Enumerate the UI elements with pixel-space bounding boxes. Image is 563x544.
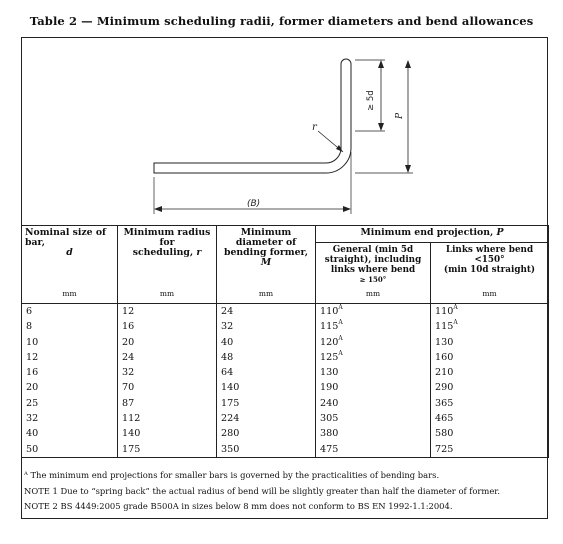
cell-general-value: 190 xyxy=(320,382,339,394)
cell-d xyxy=(22,304,118,320)
footnote-marker: A xyxy=(338,319,343,327)
unit-cell: mm xyxy=(316,285,431,304)
unit-cell: mm xyxy=(431,285,549,304)
footnote-marker: A xyxy=(453,304,458,311)
cell-general xyxy=(316,350,431,365)
table-row xyxy=(22,319,549,334)
cell-d xyxy=(22,442,118,458)
cell-general xyxy=(316,304,431,320)
note-2: NOTE 2 BS 4449:2005 grade B500A in sizes below 8 mm does not conform to BS EN 1992-1.1:2004. xyxy=(24,501,453,512)
table-row xyxy=(22,426,549,441)
dim-b-arrow-right xyxy=(343,206,351,212)
cell-d xyxy=(22,411,118,426)
header-row xyxy=(22,226,549,243)
dim-5d-arrow-bottom xyxy=(378,123,384,131)
cell-d xyxy=(22,319,118,334)
cell-links xyxy=(431,304,549,320)
cell-d-value: 6 xyxy=(26,306,33,317)
data-rows xyxy=(22,304,549,458)
table-row xyxy=(22,442,549,458)
cell-r xyxy=(118,350,217,365)
cell-d-value: 8 xyxy=(26,321,33,333)
table-row xyxy=(22,380,549,395)
cell-links-value: 115 xyxy=(435,321,454,333)
cell-d xyxy=(22,350,118,365)
cell-r-value: 175 xyxy=(122,443,141,455)
cell-r xyxy=(118,365,217,380)
cell-links xyxy=(431,442,549,458)
cell-general-value: 125 xyxy=(320,351,339,363)
unit-cell: mm xyxy=(118,285,217,304)
cell-d xyxy=(22,365,118,380)
cell-links-value: 210 xyxy=(435,367,454,379)
table-row xyxy=(22,350,549,365)
cell-m xyxy=(217,319,316,334)
dim-5d-arrow-top xyxy=(378,60,384,68)
cell-general xyxy=(316,335,431,350)
header-nominal-size: Nominal size of bar, d xyxy=(22,226,118,286)
header-general: General (min 5d straight), including links where bend ≥ 150° xyxy=(316,243,431,286)
cell-links xyxy=(431,396,549,411)
cell-r xyxy=(118,319,217,334)
label-5d: ≥ 5d xyxy=(366,90,376,111)
label-p: P xyxy=(395,112,405,119)
cell-m-value: 48 xyxy=(221,351,234,363)
cell-d-value: 25 xyxy=(26,397,39,409)
cell-general xyxy=(316,396,431,411)
cell-links-value: 130 xyxy=(435,336,454,348)
cell-m-value: 280 xyxy=(221,428,240,440)
cell-general xyxy=(316,319,431,334)
cell-general-value: 110 xyxy=(320,306,339,317)
cell-r-value: 12 xyxy=(122,306,135,317)
cell-links-value: 465 xyxy=(435,413,454,425)
table-row xyxy=(22,411,549,426)
cell-d xyxy=(22,396,118,411)
radii-table xyxy=(21,225,549,458)
footnotes xyxy=(21,468,548,515)
footnote-marker: A xyxy=(338,304,343,311)
cell-r xyxy=(118,335,217,350)
cell-d-value: 20 xyxy=(26,382,39,394)
footnote-marker: A xyxy=(453,319,458,327)
dim-p-arrow-top xyxy=(405,60,411,68)
cell-r xyxy=(118,380,217,395)
cell-general-value: 240 xyxy=(320,397,339,409)
cell-m-value: 32 xyxy=(221,321,234,333)
cell-m xyxy=(217,426,316,441)
table-row xyxy=(22,304,549,320)
bend-diagram xyxy=(21,37,548,225)
cell-r-value: 32 xyxy=(122,367,135,379)
cell-general xyxy=(316,411,431,426)
header-min-radius: Minimum radius for scheduling, r xyxy=(118,226,217,286)
cell-r xyxy=(118,442,217,458)
cell-m-value: 224 xyxy=(221,413,240,425)
header-min-end-projection: Minimum end projection, P xyxy=(316,226,549,243)
cell-d-value: 40 xyxy=(26,428,39,440)
cell-general-value: 305 xyxy=(320,413,339,425)
footnote-marker: A xyxy=(338,349,343,357)
cell-links xyxy=(431,380,549,395)
cell-m xyxy=(217,365,316,380)
header-links: Links where bend <150° (min 10d straight) xyxy=(431,243,549,286)
cell-m-value: 24 xyxy=(221,306,234,317)
cell-r xyxy=(118,396,217,411)
cell-general xyxy=(316,426,431,441)
cell-r-value: 87 xyxy=(122,397,135,409)
cell-general-value: 115 xyxy=(320,321,339,333)
cell-m-value: 40 xyxy=(221,336,234,348)
table-title: Table 2 — Minimum scheduling radii, former diameters and bend allowances xyxy=(29,14,534,28)
cell-links xyxy=(431,411,549,426)
dim-b-arrow-left xyxy=(154,206,162,212)
cell-general xyxy=(316,365,431,380)
bar-outline xyxy=(154,59,351,173)
cell-d xyxy=(22,426,118,441)
footnote-marker: A xyxy=(338,334,343,342)
cell-m-value: 64 xyxy=(221,367,234,379)
cell-m-value: 175 xyxy=(221,397,240,409)
cell-d xyxy=(22,380,118,395)
cell-d-value: 12 xyxy=(26,351,39,363)
cell-m xyxy=(217,380,316,395)
cell-m xyxy=(217,350,316,365)
cell-r xyxy=(118,411,217,426)
note-1: NOTE 1 Due to “spring back” the actual radius of bend will be slightly greater than half the diameter of former. xyxy=(24,485,501,496)
cell-links xyxy=(431,319,549,334)
cell-general-value: 120 xyxy=(320,336,339,348)
cell-links-value: 160 xyxy=(435,351,454,363)
cell-general-value: 475 xyxy=(320,443,339,455)
cell-r-value: 20 xyxy=(122,336,135,348)
cell-r-value: 24 xyxy=(122,351,135,363)
cell-links-value: 110 xyxy=(435,306,454,317)
cell-m xyxy=(217,304,316,320)
footnote-a: ᴬ The minimum end projections for smaller bars is governed by the practicalities of bending bars. xyxy=(24,470,440,480)
cell-m-value: 140 xyxy=(221,382,240,394)
cell-d-value: 10 xyxy=(26,336,39,348)
cell-r xyxy=(118,304,217,320)
cell-r-value: 140 xyxy=(122,428,141,440)
cell-general xyxy=(316,442,431,458)
cell-general-value: 130 xyxy=(320,367,339,379)
cell-links-value: 725 xyxy=(435,443,454,455)
cell-m xyxy=(217,411,316,426)
header-min-diameter: Minimum diameter of bending former, M xyxy=(217,226,316,286)
cell-d-value: 50 xyxy=(26,443,39,455)
cell-links-value: 580 xyxy=(435,428,454,440)
table-row xyxy=(22,335,549,350)
cell-r-value: 112 xyxy=(122,413,141,425)
cell-m xyxy=(217,442,316,458)
label-b: (B) xyxy=(247,199,261,209)
cell-links-value: 365 xyxy=(435,397,454,409)
cell-m-value: 350 xyxy=(221,443,240,455)
cell-links xyxy=(431,350,549,365)
unit-cell: mm xyxy=(22,285,118,304)
cell-general xyxy=(316,380,431,395)
cell-m xyxy=(217,335,316,350)
units-row xyxy=(22,285,549,304)
cell-links xyxy=(431,426,549,441)
cell-d-value: 16 xyxy=(26,367,39,379)
cell-d-value: 32 xyxy=(26,413,39,425)
cell-r-value: 16 xyxy=(122,321,135,333)
cell-r xyxy=(118,426,217,441)
table-row xyxy=(22,365,549,380)
cell-r-value: 70 xyxy=(122,382,135,394)
table-row xyxy=(22,396,549,411)
cell-m xyxy=(217,396,316,411)
cell-links xyxy=(431,365,549,380)
dim-p-arrow-bottom xyxy=(405,165,411,173)
cell-links-value: 290 xyxy=(435,382,454,394)
cell-d xyxy=(22,335,118,350)
label-r: r xyxy=(312,122,317,133)
unit-cell: mm xyxy=(217,285,316,304)
cell-general-value: 380 xyxy=(320,428,339,440)
cell-links xyxy=(431,335,549,350)
